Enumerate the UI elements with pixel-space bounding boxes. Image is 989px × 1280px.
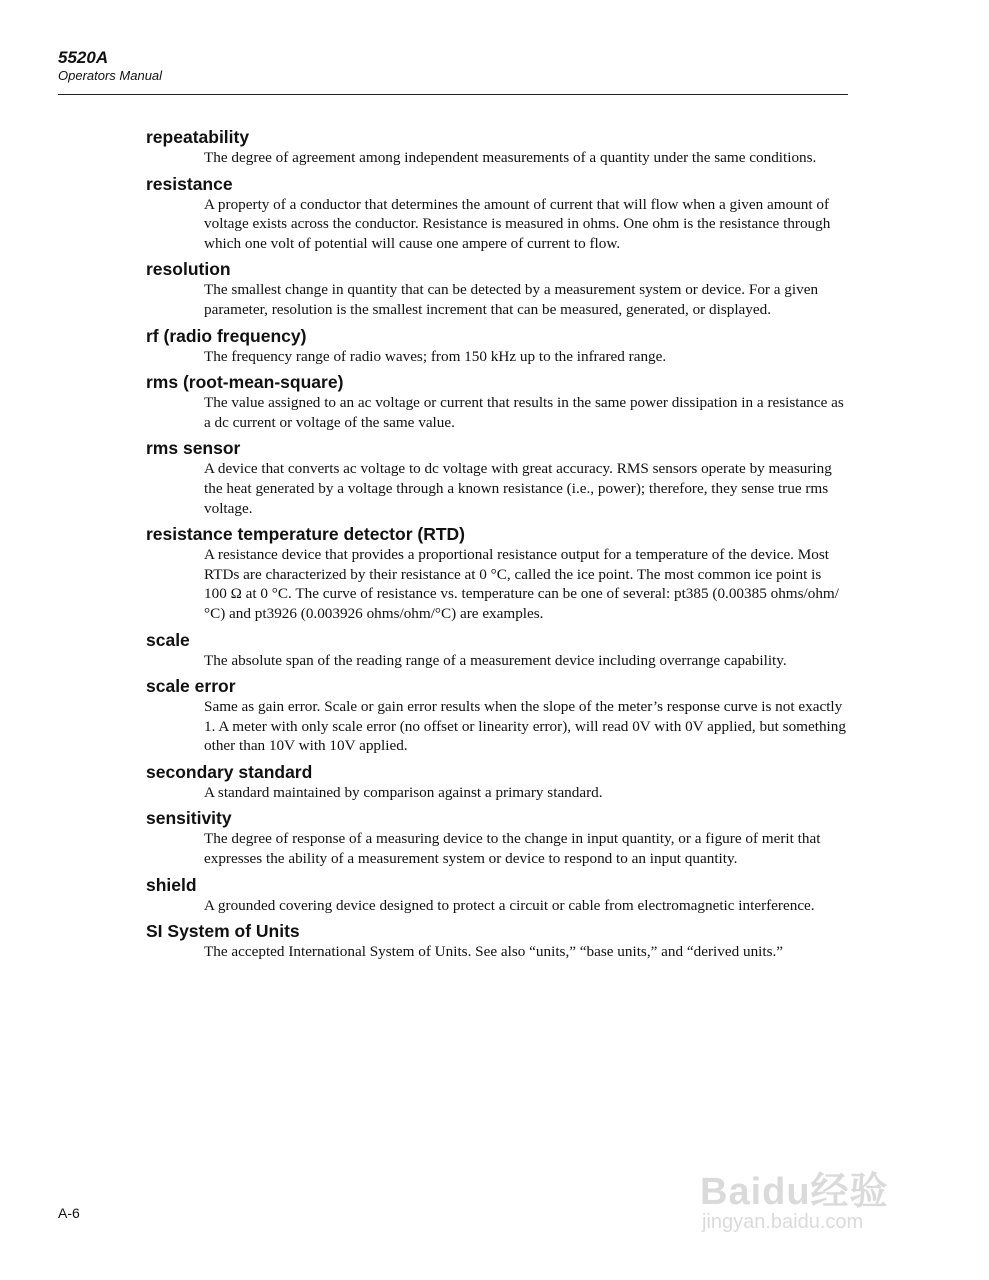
watermark-url: jingyan.baidu.com <box>702 1211 864 1233</box>
glossary-definition: The frequency range of radio waves; from 150 kHz up to the infrared range. <box>204 347 667 365</box>
glossary-entry-rtd <box>146 523 846 623</box>
glossary-term: resistance temperature detector (RTD) <box>146 524 465 545</box>
glossary-term: secondary standard <box>146 761 313 782</box>
manual-subtitle: Operators Manual <box>58 68 163 83</box>
glossary-entry-si-units <box>146 920 846 962</box>
glossary-definition: A resistance device that provides a proportional resistance output for a temperature of the device. Most RTDs are characterized by their resistance at 0 °C, called the ice point. The most common ice point is 100 Ω at 0 °C. The curve of resistance vs. temperature can be one of several: pt385 (0.00385 ohms/ohm/°C) and pt3926 (0.003926 ohms/ohm/°C) are examples. <box>204 546 839 622</box>
glossary-definition: A standard maintained by comparison against a primary standard. <box>204 783 603 801</box>
glossary-term: scale <box>146 629 190 650</box>
header-rule <box>58 94 848 95</box>
glossary-definition: A grounded covering device designed to protect a circuit or cable from electromagnetic interference. <box>204 896 815 914</box>
glossary-entry-shield <box>146 874 846 916</box>
watermark-logo: Baidu经验 <box>700 1171 889 1213</box>
glossary-entry-secondary-standard <box>146 761 846 803</box>
glossary-definition: A device that converts ac voltage to dc voltage with great accuracy. RMS sensors operate by measuring the heat generated by a voltage through a known resistance (i.e., power); therefore, they sense true rms voltage. <box>204 460 832 517</box>
glossary-definition: The degree of response of a measuring device to the change in input quantity, or a figure of merit that expresses the ability of a measurement system or device to respond to an input quantity. <box>204 830 821 868</box>
glossary-definition: The smallest change in quantity that can be detected by a measurement system or device. For a given parameter, resolution is the smallest increment that can be measured, generated, or displayed. <box>204 281 819 318</box>
glossary-entry-resistance <box>146 173 846 254</box>
glossary-term: repeatability <box>146 127 250 147</box>
glossary-definition: A property of a conductor that determines the amount of current that will flow when a given amount of voltage exists across the conductor. Resistance is measured in ohms. One ohm is the resistance through which one volt of potential will cause one ampere of current to flow. <box>204 195 831 252</box>
glossary-entry-resolution <box>146 258 846 319</box>
glossary-entry-rms <box>146 371 846 432</box>
page-number: A-6 <box>58 1205 80 1221</box>
watermark <box>700 1160 940 1240</box>
glossary-list <box>146 126 846 967</box>
glossary-term: resolution <box>146 259 231 280</box>
glossary-definition: Same as gain error. Scale or gain error results when the slope of the meter’s response curve is not exactly 1. A meter with only scale error (no offset or linearity error), will read 0V with 0V applied, but something other than 10V with 10V applied. <box>204 698 846 755</box>
glossary-term: sensitivity <box>146 808 232 829</box>
glossary-definition: The value assigned to an ac voltage or current that results in the same power dissipation in a resistance as a dc current or voltage of the same value. <box>204 394 844 431</box>
glossary-term: rms (root-mean-square) <box>146 372 344 393</box>
product-title: 5520A <box>58 48 109 67</box>
glossary-entry-scale <box>146 629 846 671</box>
glossary-entry-rms-sensor <box>146 437 846 518</box>
glossary-definition: The absolute span of the reading range of a measurement device including overrange capability. <box>204 651 787 669</box>
glossary-term: rms sensor <box>146 438 241 459</box>
glossary-entry-sensitivity <box>146 807 846 868</box>
glossary-term: scale error <box>146 676 236 697</box>
glossary-term: SI System of Units <box>146 921 300 942</box>
glossary-definition: The accepted International System of Units. See also “units,” “base units,” and “derived units.” <box>204 943 784 961</box>
glossary-entry-rf <box>146 325 846 367</box>
glossary-term: rf (radio frequency) <box>146 325 307 346</box>
glossary-entry-scale-error <box>146 675 846 756</box>
glossary-term: shield <box>146 874 197 895</box>
glossary-entry-repeatability <box>146 126 846 168</box>
page-header <box>58 48 848 84</box>
glossary-definition: The degree of agreement among independent measurements of a quantity under the same conditions. <box>204 149 817 166</box>
glossary-term: resistance <box>146 173 233 194</box>
